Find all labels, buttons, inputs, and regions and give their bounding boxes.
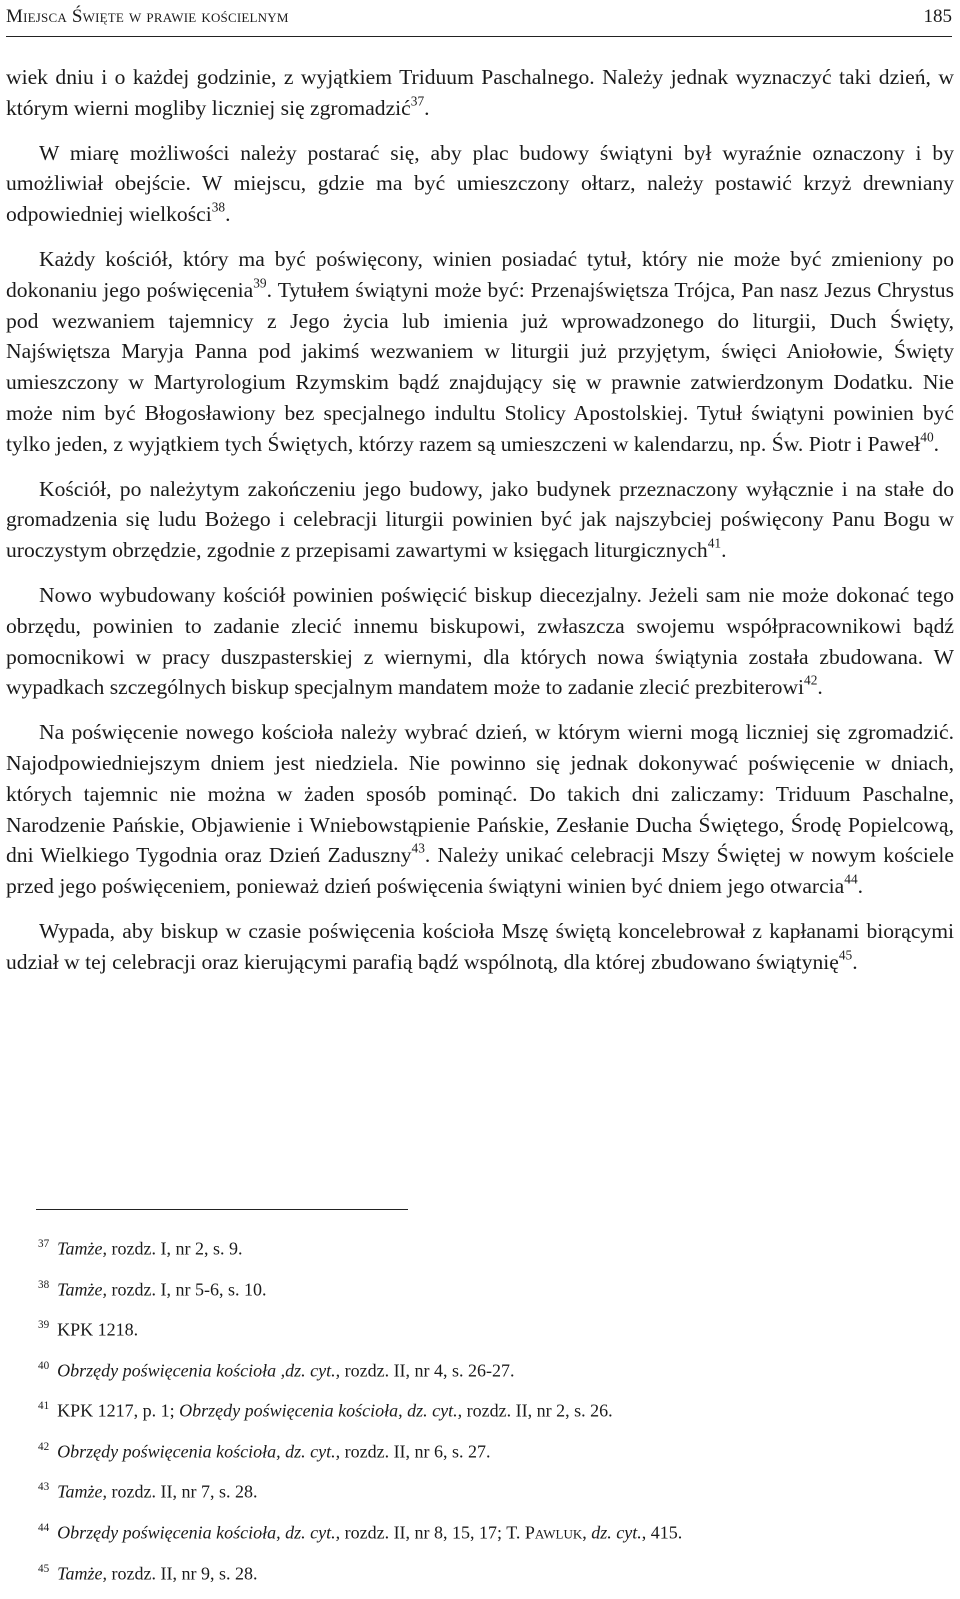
paragraph [6, 916, 954, 978]
footnote-italic: Tamże, [57, 1238, 108, 1259]
footnote-italic: Obrzędy poświęcenia kościoła, dz. cyt., [57, 1522, 341, 1543]
footnote-author: Pawluk [524, 1522, 583, 1543]
running-header [6, 6, 952, 37]
footnote-ref[interactable]: 37 [410, 93, 425, 109]
footnotes [38, 1234, 954, 1599]
footnote-ref[interactable]: 44 [844, 871, 858, 887]
footnote-ref[interactable]: 43 [411, 840, 425, 856]
paragraph-text: . [424, 95, 430, 120]
paragraph-text: Kościół, po należytym zakończeniu jego budowy, jako budynek przeznaczony wyłącznie i na stałe do gromadzenia się ludu Bożego i celebracji liturgii powinien być jak najszybciej poświęcony Panu Bogu w uroczystym obrzędzie, zgodnie z przepisami zawartymi w księgach liturgicznych [6, 476, 954, 563]
paragraph [6, 244, 954, 460]
paragraph-text: . [852, 949, 858, 974]
footnote-number: 39 [38, 1319, 50, 1332]
footnote-text: rozdz. II, nr 6, s. 27. [340, 1441, 491, 1462]
paragraph-text: . [817, 675, 823, 700]
paragraph-text: . [721, 538, 727, 563]
paragraph-text: . [225, 202, 231, 227]
footnote-text: rozdz. II, nr 2, s. 26. [462, 1400, 613, 1421]
footnote-text: rozdz. II, nr 9, s. 28. [107, 1563, 258, 1584]
footnote-number: 37 [38, 1238, 50, 1250]
paragraph-text: . Tytułem świątyni może być: Przenajświętsza Trójca, Pan nasz Jezus Chrystus pod wezwaniem tajemnicy z Jego życia lub imienia już wprowadzonego do liturgii, Duch Święty, Najświętsza Maryja Panna pod jakimś wezwaniem w liturgii już przyjętym, święci Aniołowie, Święty umieszczony w Martyrologium Rzymskim bądź znajdujący się w prawnie zatwierdzonym Dodatku. Nie może nim być Błogosławiony bez specjalnego indultu Stolicy Apostolskiej. Tytuł świątyni powinien być tylko jeden, z wyjątkiem tych Świętych, którzy razem są umieszczeni w kalendarzu, np. Św. Piotr i Paweł [6, 277, 954, 456]
footnote [38, 1477, 954, 1502]
footnote-italic: Tamże, [57, 1279, 108, 1300]
paragraph [6, 62, 954, 124]
body-text [6, 62, 954, 992]
footnote-number: 45 [38, 1562, 50, 1575]
footnote-number: 42 [38, 1440, 50, 1453]
footnote-text: rozdz. II, nr 8, 15, 17; T. [340, 1522, 525, 1543]
paragraph-text: . [857, 874, 864, 899]
footnote-italic: Obrzędy poświęcenia kościoła ,dz. cyt., [57, 1360, 341, 1381]
paragraph-text: Nowo wybudowany kościół powinien poświęcić biskup diecezjalny. Jeżeli sam nie może dokonać tego obrzędu, powinien to zadanie zlecić innemu biskupowi, zwłaszcza swojemu współpracownikowi bądź pomocnikowi w pracy duszpasterskiej z wiernymi, dla których nowa świątynia została zbudowana. W wypadkach szczególnych biskup specjalnym mandatem może to zadanie zlecić prezbiterowi [6, 582, 954, 700]
footnote-number: 44 [38, 1522, 50, 1535]
footnote-italic: Obrzędy poświęcenia kościoła, dz. cyt., [179, 1400, 463, 1421]
footnote-number: 38 [38, 1278, 50, 1291]
paragraph-text: wiek dniu i o każdej godzinie, z wyjątkiem Triduum Paschalnego. Należy jednak wyznaczyć taki dzień, w którym wierni mogliby liczniej się zgromadzić [6, 65, 954, 120]
footnote-ref[interactable]: 40 [920, 429, 934, 445]
paragraph [6, 580, 954, 703]
footnote-text: , 415. [641, 1522, 683, 1543]
footnote-text: rozdz. I, nr 5-6, s. 10. [107, 1279, 267, 1300]
paragraph [6, 138, 954, 230]
footnote-ref[interactable]: 42 [804, 672, 818, 688]
paragraph [6, 474, 954, 566]
footnote-number: 40 [38, 1359, 50, 1372]
footnote-text: rozdz. II, nr 7, s. 28. [107, 1482, 258, 1503]
footnote [38, 1315, 954, 1340]
running-title: Miejsca Święte w prawie kościelnym [6, 6, 289, 27]
footnote-ref[interactable]: 38 [211, 199, 226, 215]
footnote: $^{44}$ Obrzędy poświęcenia kościoła, dz. cyt., rozdz. II, nr 8, 15, 17; T. Pawluk, dz. cyt., 415. [38, 1522, 683, 1543]
footnote-ref[interactable]: 41 [707, 535, 722, 551]
footnote-ref[interactable]: 45 [838, 947, 853, 963]
paragraph-text: Każdy kościół, który ma być poświęcony, winien posiadać tytuł, który nie może być zmieniony po dokonaniu jego poświęcenia [6, 246, 954, 302]
footnote-italic: Tamże, [57, 1482, 108, 1503]
footnote [38, 1234, 954, 1259]
paragraph-text: . [933, 431, 940, 456]
footnote-text: rozdz. I, nr 2, s. 9. [107, 1238, 243, 1259]
footnote [38, 1275, 954, 1300]
footnote-ref[interactable]: 39 [253, 275, 267, 291]
footnote [38, 1559, 954, 1584]
footnote-text: KPK 1217, p. 1; [57, 1400, 180, 1421]
footnote-text: KPK 1218. [57, 1319, 139, 1340]
footnote [38, 1437, 954, 1462]
footnote-italic: Obrzędy poświęcenia kościoła, dz. cyt., [57, 1441, 341, 1462]
paragraph-text: Na poświęcenie nowego kościoła należy wybrać dzień, w którym wierni mogą liczniej się zgromadzić. Najodpowiedniejszym dniem jest niedziela. Nie powinno się jednak dokonywać poświęcenie w dniach, których tajemnic nie można w żaden sposób pominąć. Do takich dni zaliczamy: Triduum Paschalne, Narodzenie Pańskie, Objawienie i Wniebowstąpienie Pańskie, Zesłanie Ducha Świętego, Środę Popielcową, dni Wielkiego Tygodnia oraz Dzień Zaduszny [6, 720, 954, 868]
paragraph [6, 717, 954, 902]
footnote-italic: dz. cyt. [591, 1522, 642, 1543]
paragraph-text: W miarę możliwości należy postarać się, aby plac budowy świątyni był wyraźnie oznaczony i by umożliwiał obejście. W miejscu, gdzie ma być umieszczony ołtarz, należy postawić krzyż drewniany odpowiedniej wielkości [6, 140, 954, 227]
footnote-number: 41 [38, 1400, 50, 1413]
page-number: 185 [923, 6, 952, 27]
paragraph-text: . Należy unikać celebracji Mszy Świętej w nowym kościele przed jego poświęceniem, ponieważ dzień poświęcenia świątyni winien być dniem jego otwarcia [6, 843, 954, 899]
paragraph-text: Wypada, aby biskup w czasie poświęcenia kościoła Mszę świętą koncelebrował z kapłanami biorącymi udział w tej celebracji oraz kierującymi parafią bądź wspólnotą, dla której zbudowano świątynię [6, 918, 954, 974]
footnote-number: 43 [38, 1481, 50, 1494]
footnote-separator [36, 1209, 408, 1210]
footnote-italic: Tamże, [57, 1563, 108, 1584]
footnote-text: rozdz. II, nr 4, s. 26-27. [340, 1360, 515, 1381]
footnote [38, 1356, 954, 1381]
footnote [38, 1396, 954, 1421]
